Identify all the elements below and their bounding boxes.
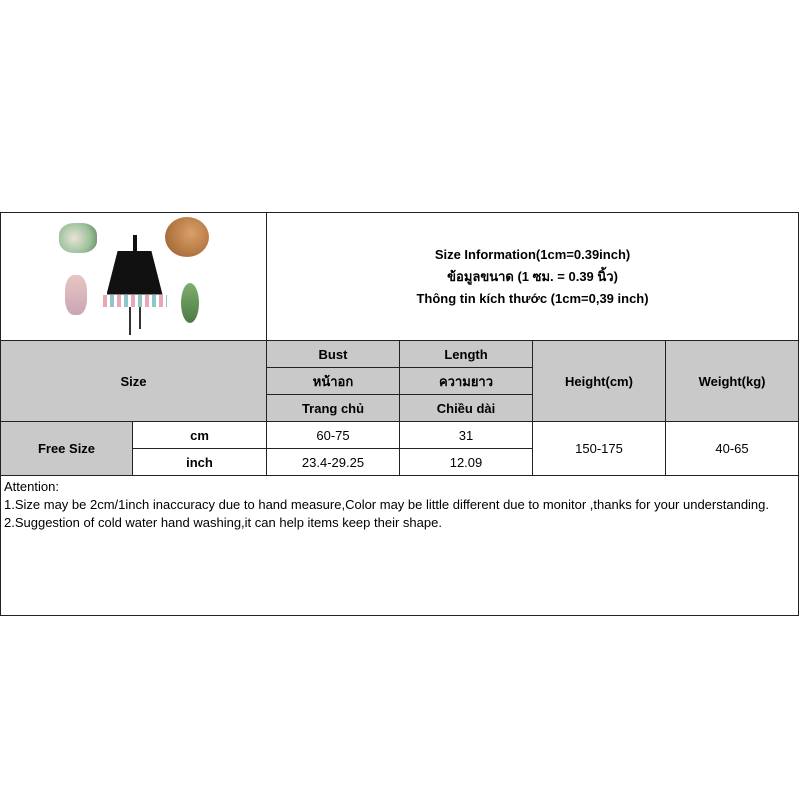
tie-string-2 <box>139 307 141 329</box>
unit-cm: cm <box>133 422 267 449</box>
column-header-row-1 <box>1 341 799 368</box>
height-header: Height(cm) <box>533 341 666 422</box>
tie-string <box>129 307 131 335</box>
product-image-cell <box>1 213 267 341</box>
attention-note-1: 1.Size may be 2cm/1inch inaccuracy due to hand measure,Color may be little different due to monitor ,thanks for your understanding. <box>4 497 770 512</box>
halter-strap <box>133 235 137 253</box>
attention-heading: Attention: <box>4 479 59 494</box>
length-header-thai: ความยาว <box>400 368 533 395</box>
title-english: Size Information(1cm=0.39inch) <box>434 246 631 262</box>
height-value: 150-175 <box>533 422 666 476</box>
data-row-cm <box>1 422 799 449</box>
weight-value: 40-65 <box>666 422 799 476</box>
straw-hat-decoration <box>165 217 209 257</box>
crochet-top <box>107 251 163 295</box>
attention-notes <box>1 476 799 616</box>
length-cm-value: 31 <box>400 422 533 449</box>
bust-header-vietnamese: Trang chủ <box>267 395 400 422</box>
size-info-title-cell <box>267 213 799 341</box>
flower-decoration <box>59 223 97 253</box>
free-size-label: Free Size <box>1 422 133 476</box>
plant-decoration <box>181 283 199 323</box>
title-vietnamese: Thông tin kích thước (1cm=0,39 inch) <box>416 290 649 306</box>
length-inch-value: 12.09 <box>400 449 533 476</box>
title-thai: ข้อมูลขนาด (1 ซม. = 0.39 นิ้ว) <box>447 268 618 284</box>
length-header-vietnamese: Chiều dài <box>400 395 533 422</box>
bust-cm-value: 60-75 <box>267 422 400 449</box>
bust-header-thai: หน้าอก <box>267 368 400 395</box>
attention-note-2: 2.Suggestion of cold water hand washing,it can help items keep their shape. <box>4 515 442 530</box>
weight-header: Weight(kg) <box>666 341 799 422</box>
size-label: Size <box>1 341 267 422</box>
flower-decoration-2 <box>65 275 87 315</box>
unit-inch: inch <box>133 449 267 476</box>
attention-row <box>1 476 799 616</box>
bust-inch-value: 23.4-29.25 <box>267 449 400 476</box>
size-chart-table <box>0 212 799 616</box>
product-image <box>59 217 209 337</box>
tassel-fringe <box>103 295 167 307</box>
header-row <box>1 213 799 341</box>
bust-header-english: Bust <box>267 341 400 368</box>
length-header-english: Length <box>400 341 533 368</box>
